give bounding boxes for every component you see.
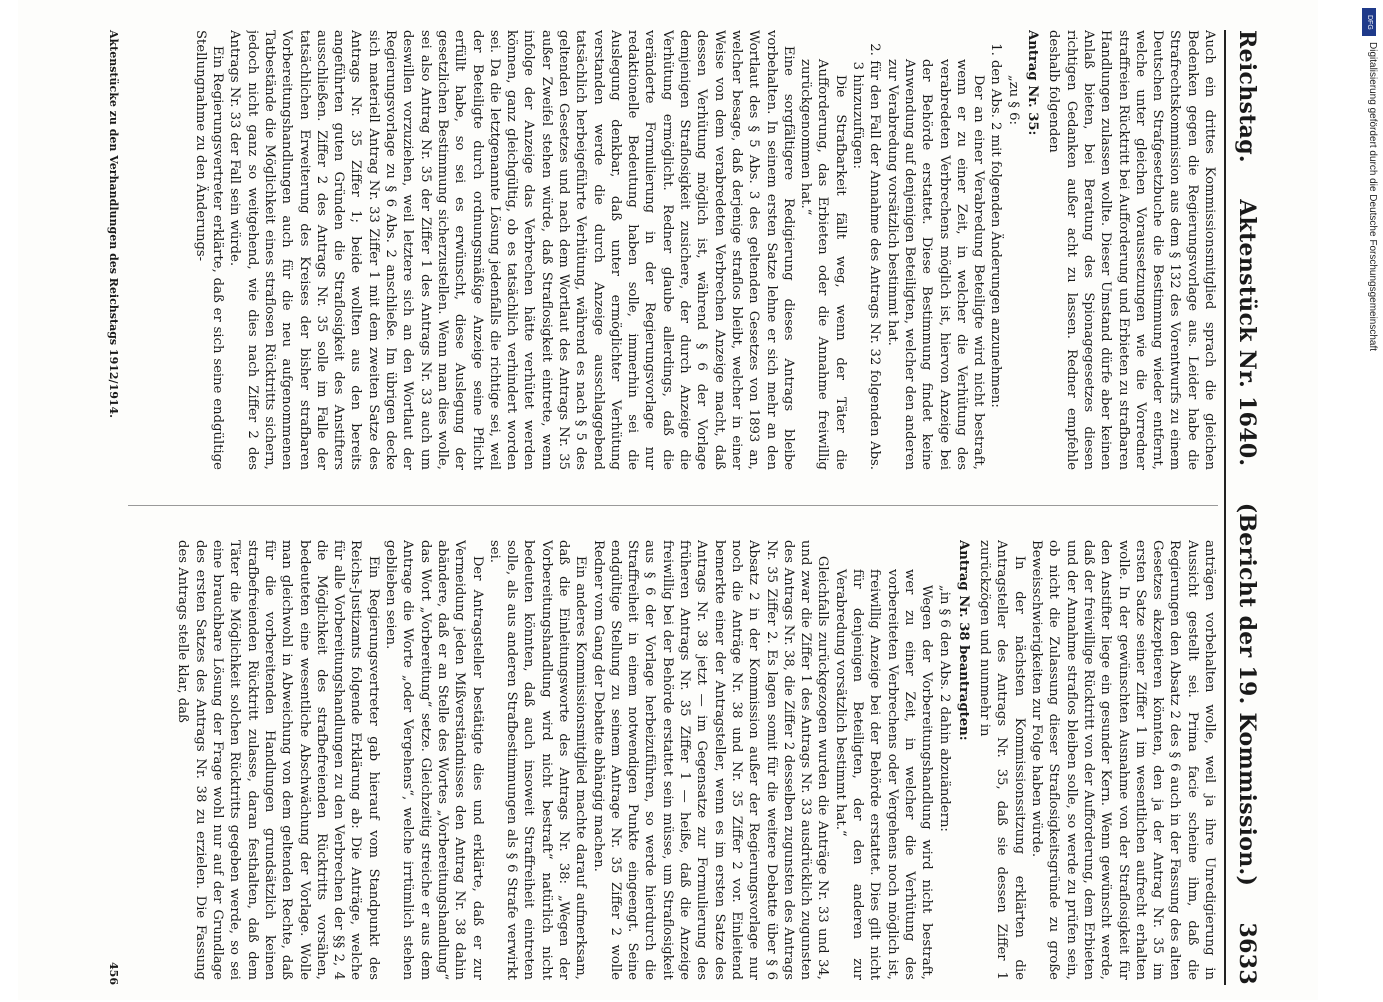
page-number: 3633: [1234, 922, 1260, 985]
right-column-paragraph: In der nächsten Kommissionssitzung erklärten die Antragsteller des Antrags Nr. 35, daß sie dessen Ziffer 1 zurückzögen und nunmehr in: [977, 540, 1027, 980]
right-column-paragraph: Ein anderes Kommissionsmitglied machte darauf aufmerksam, daß die Einleitungsworte des Antrags Nr. 38: „Wegen der Vorbereitungshandlung wird nicht bestraft“ natürlich nicht bedeuten könnten, daß auch insoweit Straffreiheit eintreten solle, als aus anderen Strafbestimmungen als § 6 Strafe verwirkt sei.: [486, 540, 589, 980]
right-column-paragraph: anträgen vorbehalten wolle, weil ja ihre Unredigierung in Aussicht gestellt sei. Prima facie scheine ihm, daß die Regierungen den Absatz 2 des § 6 auch in der Fassung des alten Gesetzes akzeptieren könnten, den ja der Antrag Nr. 35 im ersten Satze seiner Ziffer 1 im wesentlichen aufrecht erhalten wolle. In der gewünschten Ausnahme von der Straflosigkeit für den Anstifter liege ein gesunder Kern. Wenn gewünscht werde, daß der freiwillige Rücktritt von der Aufforderung, dem Erbieten und der Annahme straflos bleiben solle, so werde zu prüfen sein, ob nicht die Zulassung dieser Straflosigkeitsgründe zu große Beweisschwierigkeiten zur Folge haben würde.: [1029, 540, 1217, 980]
left-column-paragraph: „zu § 6:: [1005, 74, 1021, 125]
running-header: [1228, 30, 1266, 985]
header-report-title: (Bericht der 19. Kommission.): [1234, 502, 1260, 887]
right-column-paragraph: Wegen der Vorbereitungshandlung wird nicht bestraft, wer zu einer Zeit, in welcher die Verhütung des vorbereiteten Verbrechens oder Vergehens noch möglich ist, freiwillig Anzeige bei der Behörde erstattet. Dies gilt nicht für denjenigen Beteiligten, der den anderen zur Verabredung vorsätzlich bestimmt hat.“: [832, 569, 935, 980]
header-rule: [1224, 30, 1226, 985]
signature-mark: 456: [107, 962, 120, 985]
right-column-paragraph: Gleichfalls zurückgezogen wurden die Anträge Nr. 33 und 34, und zwar die Ziffer 1 des Antrags Nr. 33 ausdrücklich zugunsten des Antrags Nr. 38, die Ziffer 2 desselben zugunsten des Antrags Nr. 35 Ziffer 2. Es lagen somit für die weitere Debatte über § 6 Absatz 2 in der Kommission außer der Regierungsvorlage nur noch die Anträge Nr. 38 und Nr. 35 Ziffer 2 vor. Einleitend bemerkte einer der Antragsteller, wenn es im ersten Satze des Antrags Nr. 38 jetzt — im Gegensatze zur Formulierung des früheren Antrags Nr. 35 Ziffer 1 — heiße, daß die Anzeige freiwillig bei der Behörde erstattet sein müsse, um Straflosigkeit aus § 6 der Vorlage herbeizuführen, so werde hierdurch die Straffreiheit in einem notwendigen Punkte eingeengt. Seine endgültige Stellung zu seinem Antrage Nr. 35 Ziffer 2 wolle Redner vom Gang der Debatte abhängig machen.: [590, 540, 831, 980]
left-column-paragraph: Ein Regierungsvertreter erklärte, daß er sich seine endgültige Stellungnahme zu den Änderungs-: [192, 30, 226, 470]
right-column-paragraph: Der Antragsteller bestätigte dies und erklärte, daß er zur Vermeidung jeden Mißverständnisses den Antrag Nr. 38 dahin abändere, daß er an Stelle des Wortes „Vorbereitungshandlung“ das Wort „Vorbereitung“ setze. Gleichzeitig streiche er aus dem Antrage die Worte „oder Vergehens“, welche irrtümlich stehen geblieben seien.: [383, 540, 485, 980]
dfg-logo-icon: DFG: [1362, 8, 1376, 36]
header-document-number: Aktenstück Nr. 1640.: [1234, 199, 1260, 467]
document-page: [18, 0, 1318, 1000]
right-column-paragraph: Ein Regierungsvertreter gab hierauf vom Standpunkt des Reichs-Justizamts folgende Erklärung ab: Die Anträge, welche für alle Vorbereitungshandlungen zu den Verbrechen der §§ 2, 4 die Möglichkeit des strafbefreienden Rücktritts vorsähen, bedeuteten eine wesentliche Abschwächung der Vorlage. Wolle man gleichwohl in Abweichung von dem geltenden Rechte, daß für die vorbereitenden Handlungen grundsätzlich keinen strafbefreienden Rücktritt zulasse, daran festhalten, daß dem Täter die Möglichkeit solchen Rücktritts gegeben werde, so sei eine brauchbare Lösung der Frage wohl nur auf der Grundlage des ersten Satzes des Antrags Nr. 38 zu erzielen. Die Fassung des Antrags stelle klar, daß: [175, 540, 381, 980]
header-left: Reichstag.: [1234, 30, 1260, 163]
left-column-paragraph: Die Strafbarkeit fällt weg, wenn der Täter die Aufforderung, das Erbieten oder die Annahme freiwillig zurückgenommen hat.“: [798, 59, 848, 470]
left-column-paragraph: Eine sorgfältigere Redigierung dieses Antrags bleibe vorbehalten. In seinem ersten Satze lehne er sich mehr an den Wortlaut des § 5 Abs. 3 des geltenden Gesetzes von 1893 an, welcher besage, daß derjenige straflos bleibt, welcher in einer Weise von dem verabredeten Verbrechen Anzeige macht, daß dessen Verhütung möglich ist, während § 6 der Vorlage demjenigen Straflosigkeit zusichere, der durch Anzeige die Verhütung ermöglicht. Redner glaube allerdings, daß die veränderte Formulierung in der Regierungsvorlage nur redaktionelle Bedeutung haben solle, immerhin sei die Auslegung denkbar, daß unter ermöglichter Verhütung verstanden werde die durch Anzeige ausschlaggebend tatsächlich herbeigeführte Verhütung, während es nach § 5 des geltenden Gesetzes und nach dem Wortlaut des Antrags Nr. 35 außer Zweifel stehen würde, daß Straflosigkeit eintrete, wenn infolge der Anzeige das Verbrechen hätte verhütet werden können, ganz gleichgültig, ob es tatsächlich verhindert worden sei. Da die letztgenannte Lösung jedenfalls die richtige sei, weil der Beteiligte durch ordnungsmäßige Anzeige seine Pflicht erfüllt habe, so sei es erwünscht, diese Auslegung der gesetzlichen Bestimmung sicherzustellen. Wenn man dies wolle, sei also Antrag Nr. 35 der Ziffer 1 des Antrags Nr. 33 auch um deswillen vorzuziehen, weil letztere sich an den Wortlaut der Regierungsvorlage zu § 6 Abs. 2 anschließe. Im übrigen decke sich materiell Antrag Nr. 33 Ziffer 1 mit dem zweiten Satze des Antrags Nr. 35 Ziffer 1; beide wollten aus den bereits angeführten guten Gründen die Straflosigkeit des Anstifters ausschließen. Ziffer 2 des Antrags Nr. 35 solle im Falle der tatsächlichen Erweiterung des Kreises der bisher strafbaren Vorbereitungshandlungen auch für die neu aufgenommenen Tatbestände die Möglichkeit eines straflosen Rücktritts sichern, jedoch nicht ganz so weitgehend, wie dies nach Ziffer 2 des Antrags Nr. 33 der Fall sein würde.: [227, 30, 796, 470]
footer-source: Aktenstücke zu den Verhandlungen des Reichstags 1912/1914.: [107, 30, 120, 418]
right-column-paragraph: Antrag Nr. 38 beantragten:: [955, 540, 971, 741]
left-column-paragraph: Auch ein drittes Kommissionsmitglied sprach die gleichen Bedenken gegen die Regierungsvorlage aus. Leider habe die Strafrechtskommission aus dem § 132 des Vorentwurfs zu einem Deutschen Strafgesetzbuche die Bestimmung wieder entfernt, welche unter gleichen Voraussetzungen wie die Vorredner straffreien Rücktritt bei Aufforderung und Erbieten zu strafbaren Handlungen zulassen wollte. Dieser Umstand dürfe aber keinen Anlaß bieten, bei Beratung des Spionagegesetzes diesen richtigen Gedanken außer acht zu lassen. Redner empfehle deshalb folgenden: [1046, 30, 1217, 470]
digitization-credit: Digitalisierung gefördert durch die Deutsche Forschungsgemeinschaft: [1367, 42, 1378, 352]
left-column-paragraph: 1. den Abs. 2 mit folgenden Änderungen anzunehmen:: [988, 43, 1004, 408]
left-text-column: [128, 30, 1218, 470]
right-text-column: [128, 540, 1218, 980]
right-column-paragraph: „in § 6 den Abs. 2 dahin abzuändern:: [936, 584, 952, 832]
left-column-paragraph: Der an einer Verabredung Beteiligte wird nicht bestraft, wenn er zu einer Zeit, in welcher die Verhütung des verabredeten Verbrechens möglich ist, hiervon Anzeige bei der Behörde erstattet. Diese Bestimmung findet keine Anwendung auf denjenigen Beteiligten, welcher den anderen zur Verabredung vorsätzlich bestimmt hat.: [884, 59, 987, 470]
column-divider: [128, 505, 1218, 506]
left-column-paragraph: Antrag Nr. 35:: [1025, 30, 1041, 136]
left-column-paragraph: 2. für den Fall der Annahme des Antrags Nr. 32 folgenden Abs. 3 hinzuzufügen:: [850, 43, 883, 470]
page-footer: [104, 30, 120, 985]
